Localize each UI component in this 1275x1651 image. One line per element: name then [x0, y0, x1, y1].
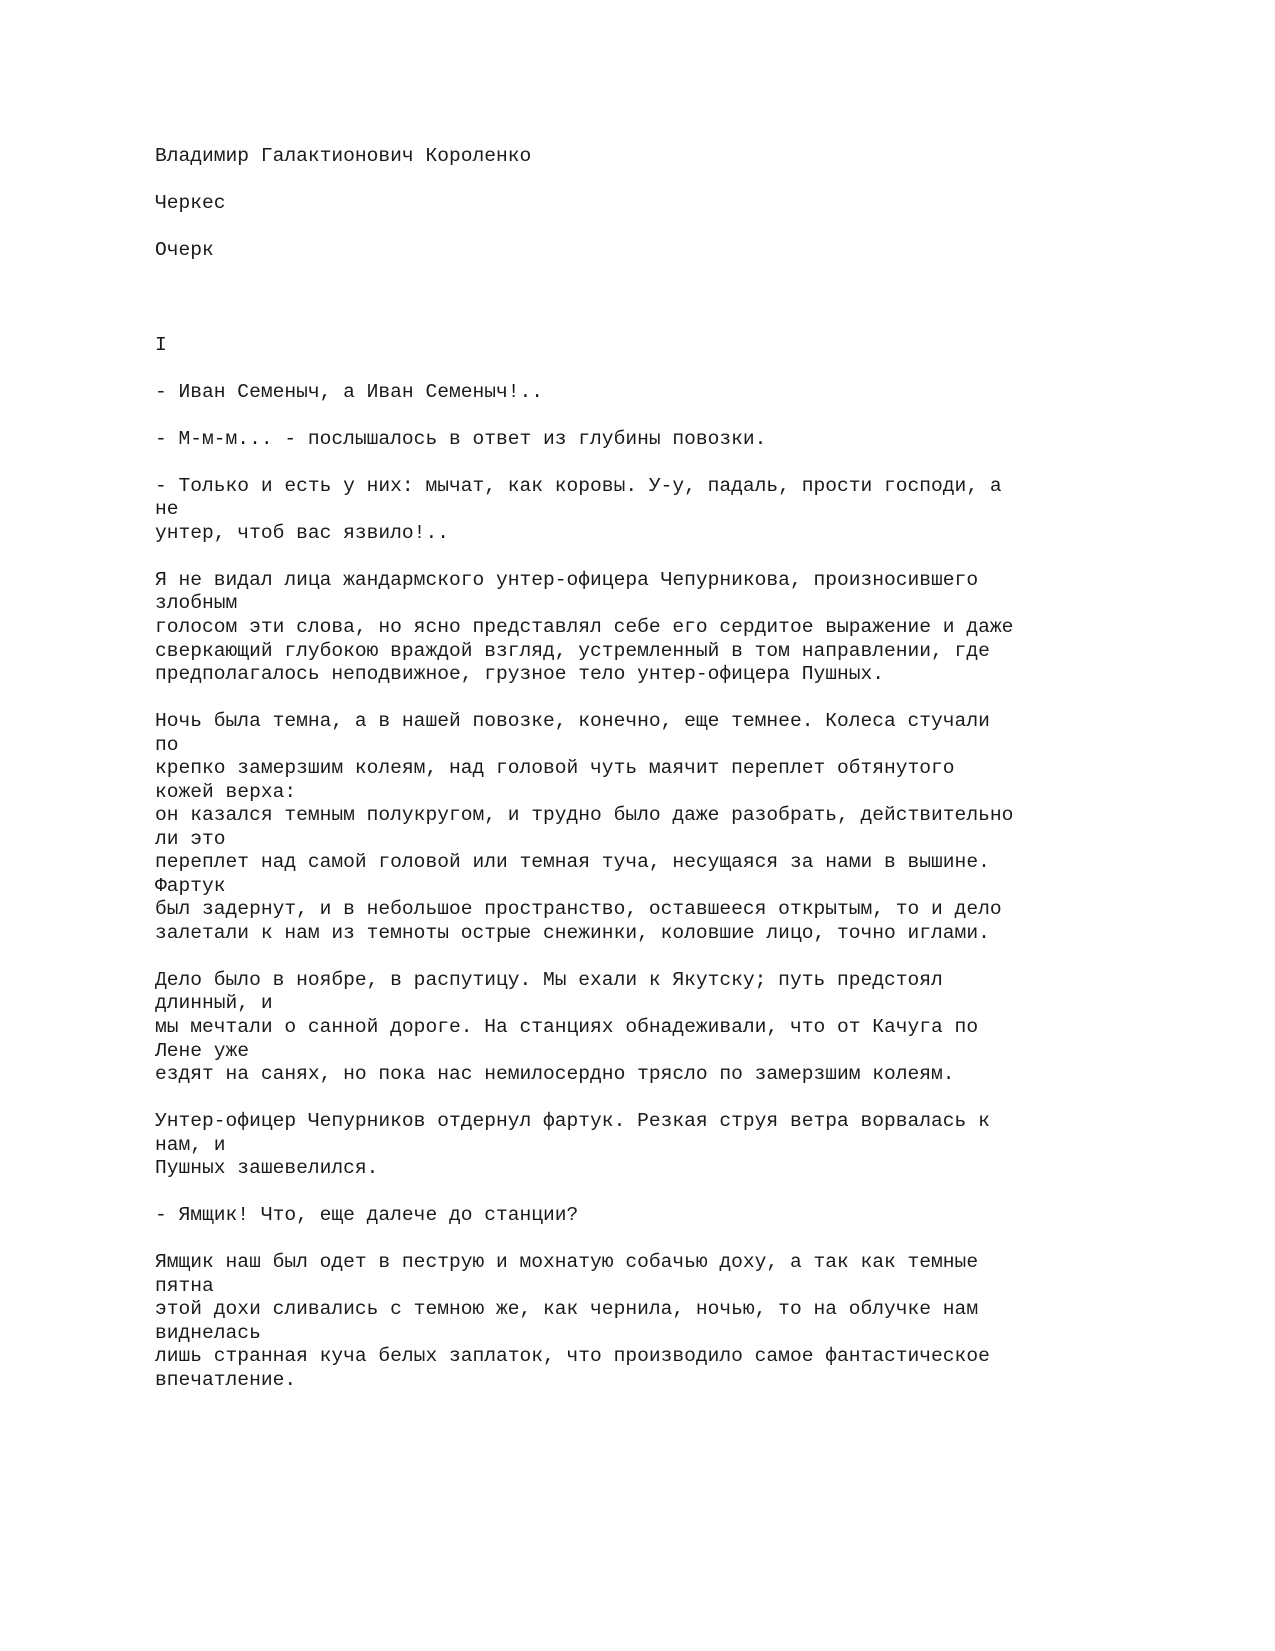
text-line: нам, и — [155, 1134, 226, 1156]
text-line: - Ямщик! Что, еще далече до станции? — [155, 1204, 579, 1226]
text-line: был задернут, и в небольшое пространство, оставшееся открытым, то и дело — [155, 898, 1002, 920]
text-line: не — [155, 498, 179, 520]
text-line: мы мечтали о санной дороге. На станциях обнадеживали, что от Качуга по — [155, 1016, 979, 1038]
text-line: ли это — [155, 828, 226, 850]
text-line: пятна — [155, 1275, 214, 1297]
text-line: - М-м-м... - послышалось в ответ из глубины повозки. — [155, 428, 767, 450]
text-line: Фартук — [155, 875, 226, 897]
text-line: крепко замерзшим колеям, над головой чуть маячит переплет обтянутого — [155, 757, 955, 779]
text-line: длинный, и — [155, 992, 273, 1014]
text-line: унтер, чтоб вас язвило!.. — [155, 522, 449, 544]
text-line: - Иван Семеныч, а Иван Семеныч!.. — [155, 381, 544, 403]
text-line: виднелась — [155, 1322, 261, 1344]
text-line: Дело было в ноябре, в распутицу. Мы ехали к Якутску; путь предстоял — [155, 969, 943, 991]
text-line: этой дохи сливались с темною же, как чернила, ночью, то на облучке нам — [155, 1298, 979, 1320]
text-line: Пушных зашевелился. — [155, 1157, 379, 1179]
text-line: предполагалось неподвижное, грузное тело унтер-офицера Пушных. — [155, 663, 885, 685]
text-line: Лене уже — [155, 1040, 250, 1062]
text-line: Я не видал лица жандармского унтер-офицера Чепурникова, произносившего — [155, 569, 979, 591]
text-line: - Только и есть у них: мычат, как коровы. У-у, падаль, прости господи, а — [155, 475, 1002, 497]
text-line: Ямщик наш был одет в пеструю и мохнатую собачью доху, а так как темные — [155, 1251, 979, 1273]
text-line: переплет над самой головой или темная туча, несущаяся за нами в вышине. — [155, 851, 990, 873]
text-line: лишь странная куча белых заплаток, что производило самое фантастическое — [155, 1345, 990, 1367]
text-line: впечатление. — [155, 1369, 297, 1391]
text-line: Ночь была темна, а в нашей повозке, конечно, еще темнее. Колеса стучали — [155, 710, 990, 732]
text-line: по — [155, 734, 179, 756]
text-line: кожей верха: — [155, 781, 297, 803]
chapter-number: I — [155, 334, 167, 356]
text-line: злобным — [155, 592, 238, 614]
text-line: он казался темным полукругом, и трудно было даже разобрать, действительно — [155, 804, 1014, 826]
text-line: залетали к нам из темноты острые снежинки, коловшие лицо, точно иглами. — [155, 922, 990, 944]
text-line: голосом эти слова, но ясно представлял себе его сердитое выражение и даже — [155, 616, 1014, 638]
story-title: Черкес — [155, 192, 226, 214]
story-genre: Очерк — [155, 239, 214, 261]
author-name: Владимир Галактионович Короленко — [155, 145, 532, 167]
text-line: сверкающий глубокою враждой взгляд, устремленный в том направлении, где — [155, 640, 990, 662]
text-line: ездят на санях, но пока нас немилосердно трясло по замерзшим колеям. — [155, 1063, 955, 1085]
text-line: Унтер-офицер Чепурников отдернул фартук. Резкая струя ветра ворвалась к — [155, 1110, 990, 1132]
